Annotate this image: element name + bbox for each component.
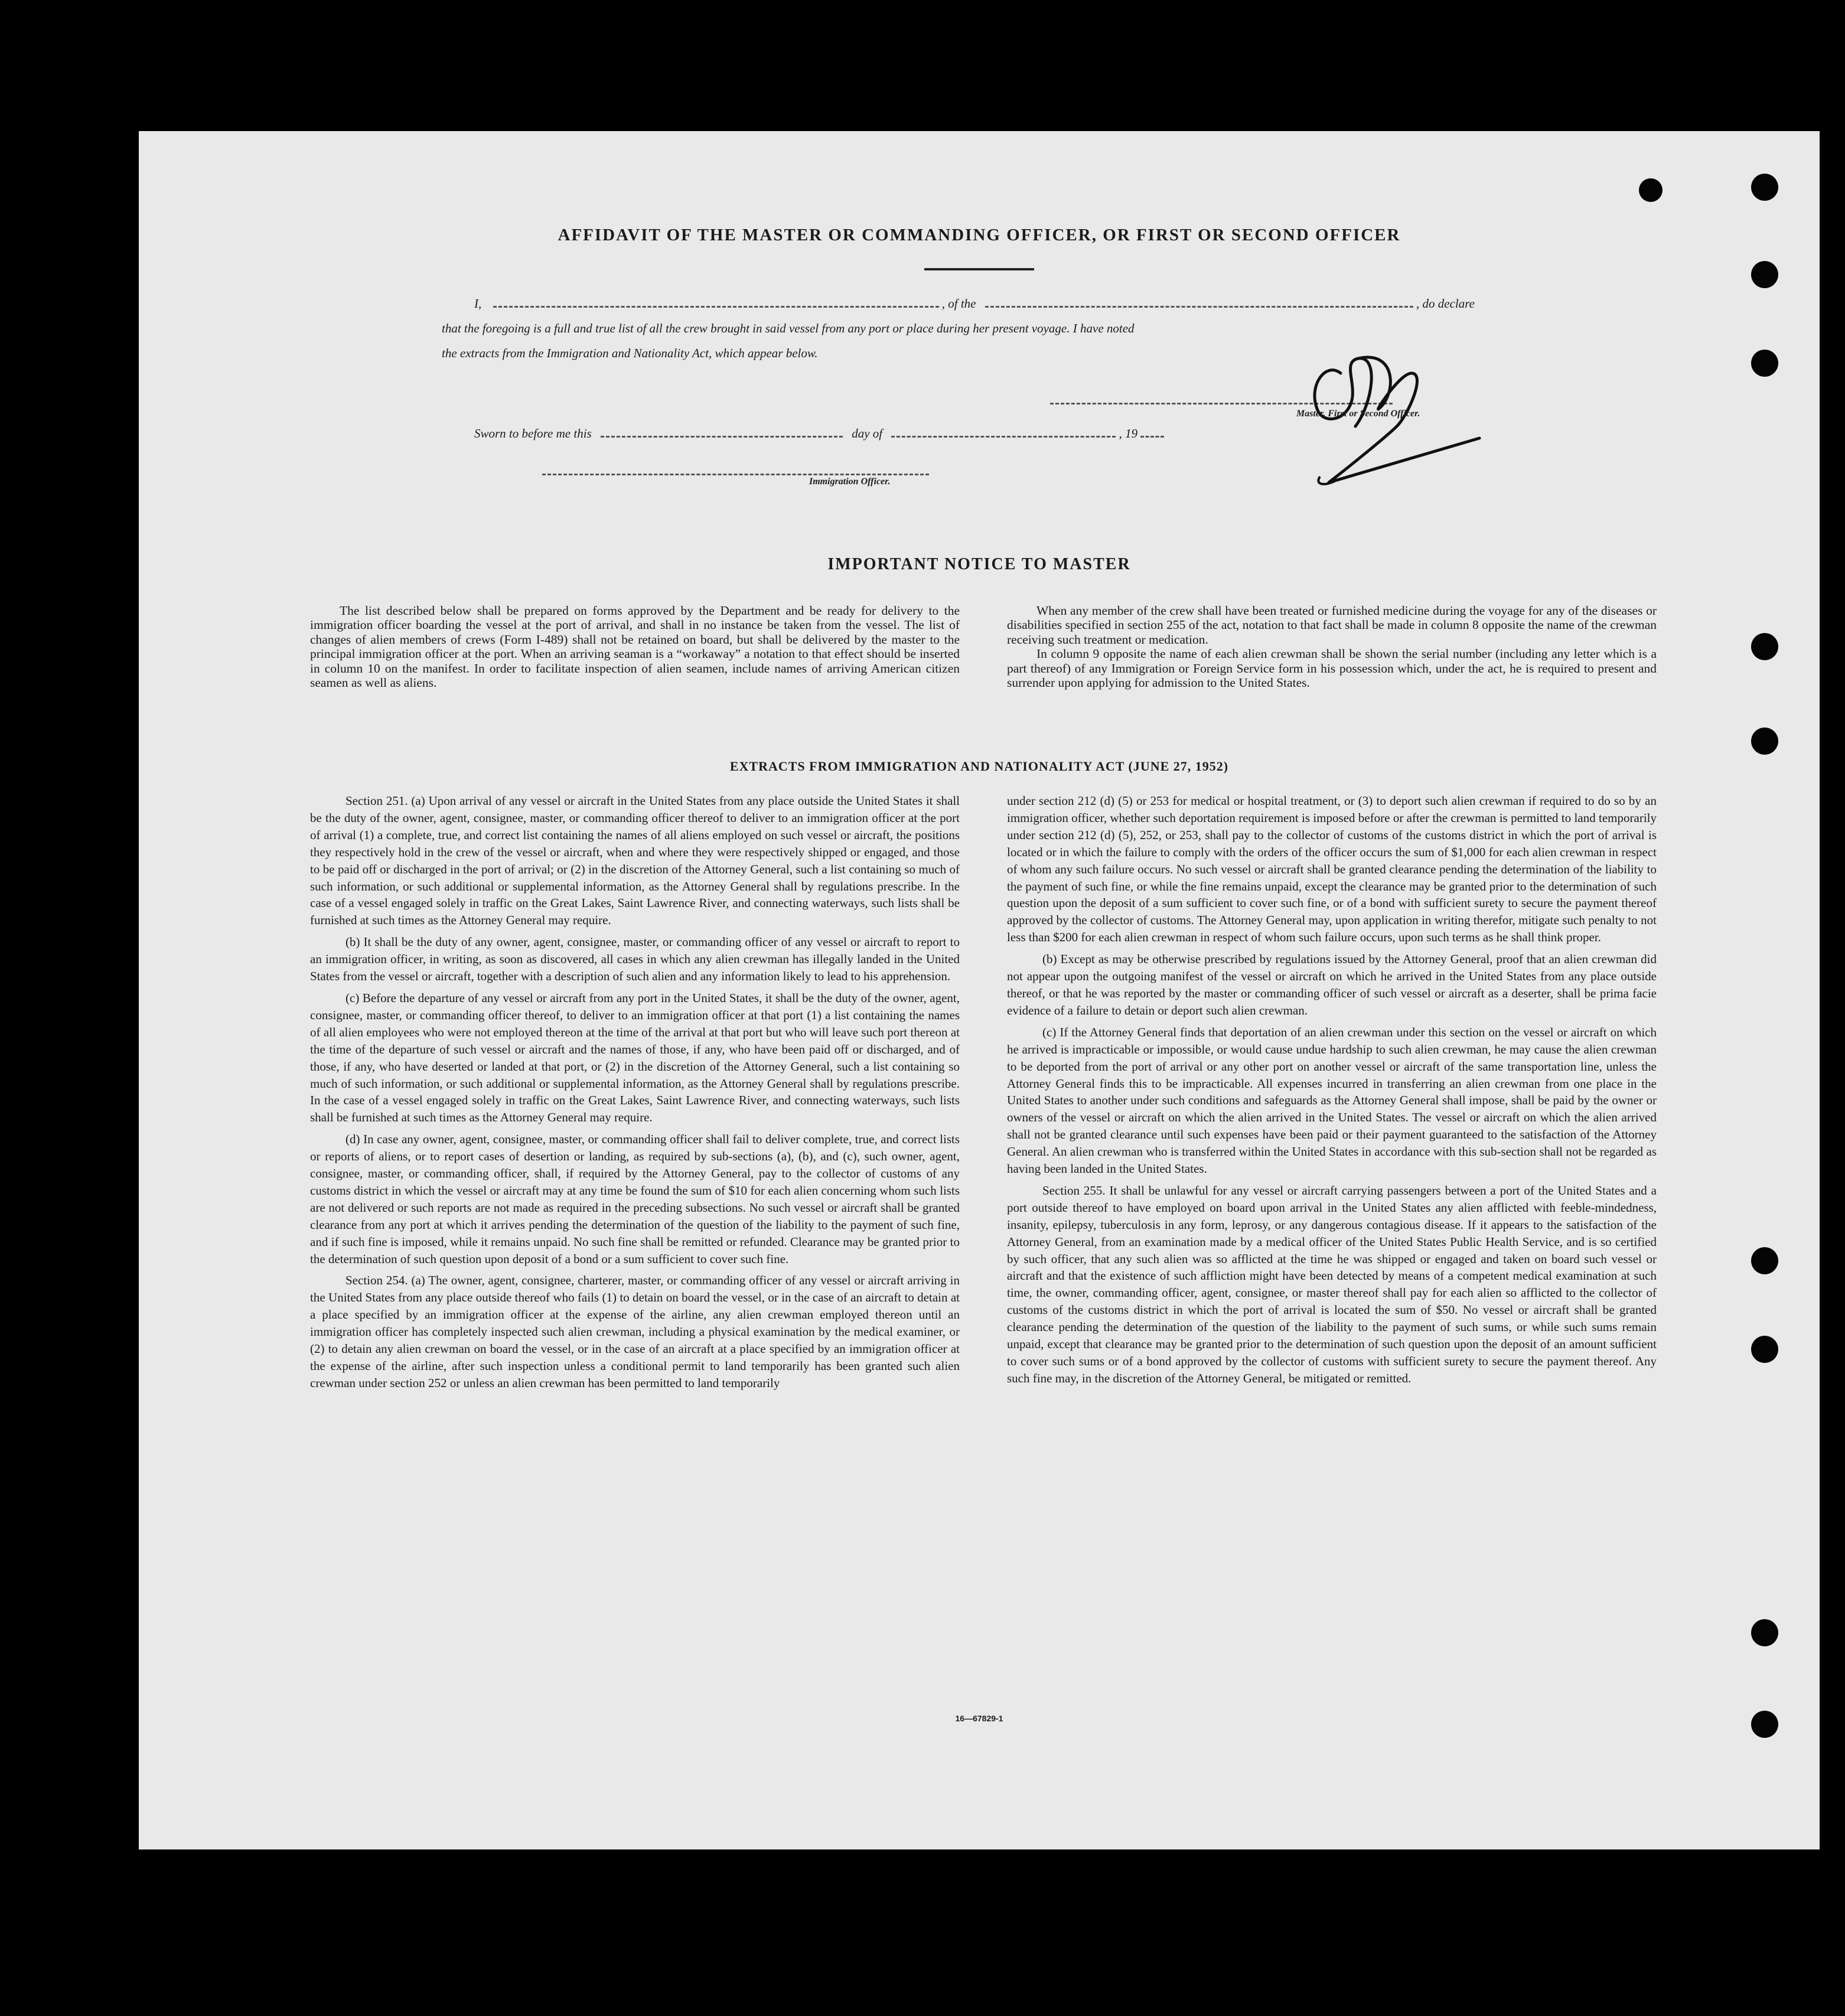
year-label: , 19 bbox=[1119, 426, 1138, 441]
signature-caption: Master, First or Second Officer. bbox=[1296, 409, 1420, 419]
punch-hole bbox=[1751, 1247, 1778, 1274]
affidavit-line-1 bbox=[474, 296, 1626, 311]
punch-hole bbox=[1751, 633, 1778, 660]
name-blank[interactable] bbox=[493, 306, 939, 308]
extracts-right-column bbox=[1007, 792, 1657, 1392]
punch-hole bbox=[1751, 1336, 1778, 1363]
extracts-left-column bbox=[310, 792, 960, 1397]
punch-hole bbox=[1639, 178, 1663, 202]
sworn-day-blank[interactable] bbox=[601, 436, 843, 438]
punch-hole bbox=[1751, 261, 1778, 288]
sworn-label: Sworn to before me this bbox=[474, 426, 592, 441]
extract-paragraph: (b) It shall be the duty of any owner, agent, consignee, master, or commanding officer of any vessel or aircraft to report to an immigration officer, in writing, as soon as discovered, all cases in which any alien crewman has illegally landed in the United States from the vessel or aircraft, together with a description of such alien and any information likely to lead to his apprehension. bbox=[310, 935, 960, 984]
title-rule bbox=[924, 268, 1034, 270]
officer-caption: Immigration Officer. bbox=[809, 477, 891, 487]
extract-paragraph: (c) If the Attorney General finds that deportation of an alien crewman under this section on the vessel or aircraft on which he arrived is impracticable or impossible, or would cause undue hardship to such alien crewman, he may cause the alien crewman to be deported from the port of arrival or any other port on another vessel or aircraft of the same transportation line, unless the Attorney General finds this to be impracticable. All expenses incurred in transferring an alien crewman from one place in the United States to another under such conditions and safeguards as the Attorney General shall impose, shall be paid by the owner or owners of the vessel or aircraft on which the alien arrived in the United States. The vessel or aircraft on which the alien arrived shall not be granted clearance until such expenses have been paid or their payment guaranteed to the satisfaction of the Attorney General. An alien crewman who is transferred within the United States in accordance with this sub-section shall not be regarded as having been landed in the United States. bbox=[1007, 1025, 1657, 1176]
notice-left-paragraph: The list described below shall be prepared on forms approved by the Department and be ready for delivery to the immigration officer boarding the vessel at the port of arrival, and shall in no instance be taken from the vessel. The list of changes of alien members of crews (Form I-489) shall not be retained on board, but shall be delivered by the master to the principal immigration officer at the port. When an arriving seaman is a “workaway” a notation to that effect should be inserted in column 10 on the manifest. In order to facilitate inspection of alien seamen, include names of arriving American citizen seamen as well as aliens. bbox=[310, 604, 960, 690]
document-page bbox=[139, 131, 1820, 1849]
sworn-year-blank[interactable] bbox=[1140, 436, 1164, 438]
extract-paragraph: (b) Except as may be otherwise prescribed by regulations issued by the Attorney General, proof that an alien crewman did not appear upon the outgoing manifest of the vessel or aircraft on which he arrived in the United States from any place outside thereof, or that he was reported by the master or commanding officer of such vessel or aircraft as a deserter, shall be prima facie evidence of a failure to detain or deport such alien crewman. bbox=[1007, 952, 1657, 1017]
punch-hole bbox=[1751, 728, 1778, 755]
affidavit-line-2: that the foregoing is a full and true list of all the crew brought in said vessel from any port or place during her present voyage. I have noted bbox=[442, 321, 1135, 335]
notice-title: IMPORTANT NOTICE TO MASTER bbox=[827, 555, 1131, 573]
officer-signature-blank[interactable] bbox=[542, 474, 929, 475]
vessel-blank[interactable] bbox=[985, 306, 1413, 308]
extract-paragraph: (d) In case any owner, agent, consignee, master, or commanding officer shall fail to deliver complete, true, and correct lists or reports of aliens, or to report cases of desertion or landing, as required by sub-sections (a), (b), and (c), such owner, agent, consignee, master, or commanding officer, shall, if required by the Attorney General, pay to the collector of customs of any customs district in which the vessel or aircraft may at any time be found the sum of $10 for each alien concerning whom such lists are not delivered or such reports are not made as required in the preceding subsections. No such vessel or aircraft shall be granted clearance from any port at which it arrives pending the determination of the question of the liability to the payment of such fine, and if such fine is imposed, while it remains unpaid. No such fine shall be remitted or refunded. Clearance may be granted prior to the determination of such question upon deposit of a bond or a sum sufficient to cover such fine. bbox=[310, 1132, 960, 1266]
extract-paragraph: under section 212 (d) (5) or 253 for medical or hospital treatment, or (3) to deport such alien crewman if required to do so by an immigration officer, whether such deportation requirement is imposed before or after the crewman is permitted to land temporarily under section 212 (d) (5), 252, or 253, shall pay to the collector of customs of the customs district in which the port of arrival is located or in which the failure to comply with the orders of the officer occurs the sum of $1,000 for each alien crewman in respect of whom any such failure occurs. No such vessel or aircraft shall be granted clearance pending the determination of the liability to the payment of such fine, or while the fine remains unpaid, except the clearance may be granted prior to the determination of such question upon the deposit of a sum sufficient to cover such fine, or of a bond with sufficient surety to secure the payment thereof approved by the collector of customs. The Attorney General may, upon application in writing therefor, mitigate such penalty to not less than $200 for each alien crewman in respect of whom such failure occurs, upon such terms as he shall think proper. bbox=[1007, 794, 1657, 945]
punch-hole bbox=[1751, 1619, 1778, 1646]
extracts-title: EXTRACTS FROM IMMIGRATION AND NATIONALITY ACT (JUNE 27, 1952) bbox=[729, 759, 1229, 774]
form-code: 16—67829-1 bbox=[955, 1714, 1003, 1723]
extract-paragraph: Section 254. (a) The owner, agent, consignee, charterer, master, or commanding officer of any vessel or aircraft arriving in the United States from any place outside thereof who fails (1) to detain on board the vessel, or in the case of an aircraft to detain at a place specified by an immigration officer at the expense of the airline, any alien crewman employed thereon until an immigration officer has completely inspected such alien crewman, including a physical examination by the medical examiner, or (2) to detain any alien crewman on board the vessel, or in the case of an aircraft at a place specified by an immigration officer at the expense of the airline, after such inspection unless a conditional permit to land temporarily has been granted such alien crewman under section 252 or unless an alien crewman has been permitted to land temporarily bbox=[310, 1273, 960, 1390]
extract-paragraph: Section 255. It shall be unlawful for any vessel or aircraft carrying passengers between a port of the United States and a port outside thereof to have employed on board upon arrival in the United States any alien afflicted with feeble-mindedness, insanity, epilepsy, tuberculosis in any form, leprosy, or any dangerous contagious disease. If it appears to the satisfaction of the Attorney General, from an examination made by a medical officer of the United States Public Health Service, and is so certified by such officer, that any such alien was so afflicted at the time he was shipped or engaged and taken on board such vessel or aircraft and that the existence of such affliction might have been detected by means of a competent medical examination at such time, the owner, commanding officer, agent, consignee, or master thereof shall pay for each alien so afflicted to the collector of customs of the customs district in which the port of arrival is located the sum of $50. No vessel or aircraft shall be granted clearance pending the determination of the question of the liability to the payment of such sums, or while such sums remain unpaid, except that clearance may be granted prior to the determination of such question upon the deposit of an amount sufficient to cover such sums or of a bond approved by the collector of customs with sufficient surety to secure the payment thereof. Any such fine may, in the discretion of the Attorney General, be mitigated or remitted. bbox=[1007, 1183, 1657, 1385]
punch-hole bbox=[1751, 174, 1778, 201]
affidavit-title: AFFIDAVIT OF THE MASTER OR COMMANDING OFFICER, OR FIRST OR SECOND OFFICER bbox=[558, 226, 1401, 244]
extract-paragraph: Section 251. (a) Upon arrival of any vessel or aircraft in the United States from any place outside the United States it shall be the duty of the owner, agent, consignee, master, or commanding officer thereof to deliver to an immigration officer at the port of arrival (1) a complete, true, and correct list containing the names of all aliens employed on such vessel or aircraft, the positions they respectively hold in the crew of the vessel or aircraft, when and where they were respectively shipped or engaged, and those to be paid off or discharged in the port of arrival; or (2) in the discretion of the Attorney General, such a list containing so much of such information, or such additional or supplemental information, as the Attorney General shall by regulations prescribe. In the case of a vessel engaged solely in traffic on the Great Lakes, Saint Lawrence River, and connecting waterways, such lists shall be furnished at such times as the Attorney General may require. bbox=[310, 794, 960, 928]
extract-paragraph: (c) Before the departure of any vessel or aircraft from any port in the United States, it shall be the duty of the owner, agent, consignee, master, or commanding officer thereof, to deliver to an immigration officer at that port (1) a list containing the names of all alien employees who were not employed thereon at the time of the arrival at that port but who will leave such port thereon at the time of the departure of such vessel or aircraft and the names of those, if any, who have been paid off or discharged, and of those, if any, who have deserted or landed at that port, or (2) in the discretion of the Attorney General, such a list containing so much of such information, or such additional or supplemental information, as the Attorney General shall by regulations prescribe. In the case of a vessel engaged solely in traffic on the Great Lakes, Saint Lawrence River, and connecting waterways, such lists shall be furnished at such times as the Attorney General may require. bbox=[310, 990, 960, 1125]
notice-right bbox=[1007, 604, 1657, 690]
of-the-label: , of the bbox=[941, 296, 976, 311]
declare-label: , do declare bbox=[1416, 296, 1475, 311]
i-label: I, bbox=[474, 296, 482, 311]
notice-left bbox=[310, 604, 960, 690]
notice-right-paragraph: When any member of the crew shall have been treated or furnished medicine during the voyage for any of the diseases or disabilities specified in section 255 of the act, notation to that fact shall be made in column 8 opposite the name of the crewman receiving such treatment or medication. bbox=[1007, 604, 1657, 647]
sworn-month-blank[interactable] bbox=[891, 436, 1116, 438]
sworn-line bbox=[474, 426, 1164, 441]
day-of-label: day of bbox=[852, 426, 883, 441]
punch-hole bbox=[1751, 350, 1778, 377]
affidavit-line-3: the extracts from the Immigration and Nationality Act, which appear below. bbox=[442, 346, 818, 360]
notice-right-paragraph: In column 9 opposite the name of each alien crewman shall be shown the serial number (including any letter which is a part thereof) of any Immigration or Foreign Service form in his possession which, under the act, he is required to present and surrender upon applying for admission to the United States. bbox=[1007, 647, 1657, 690]
